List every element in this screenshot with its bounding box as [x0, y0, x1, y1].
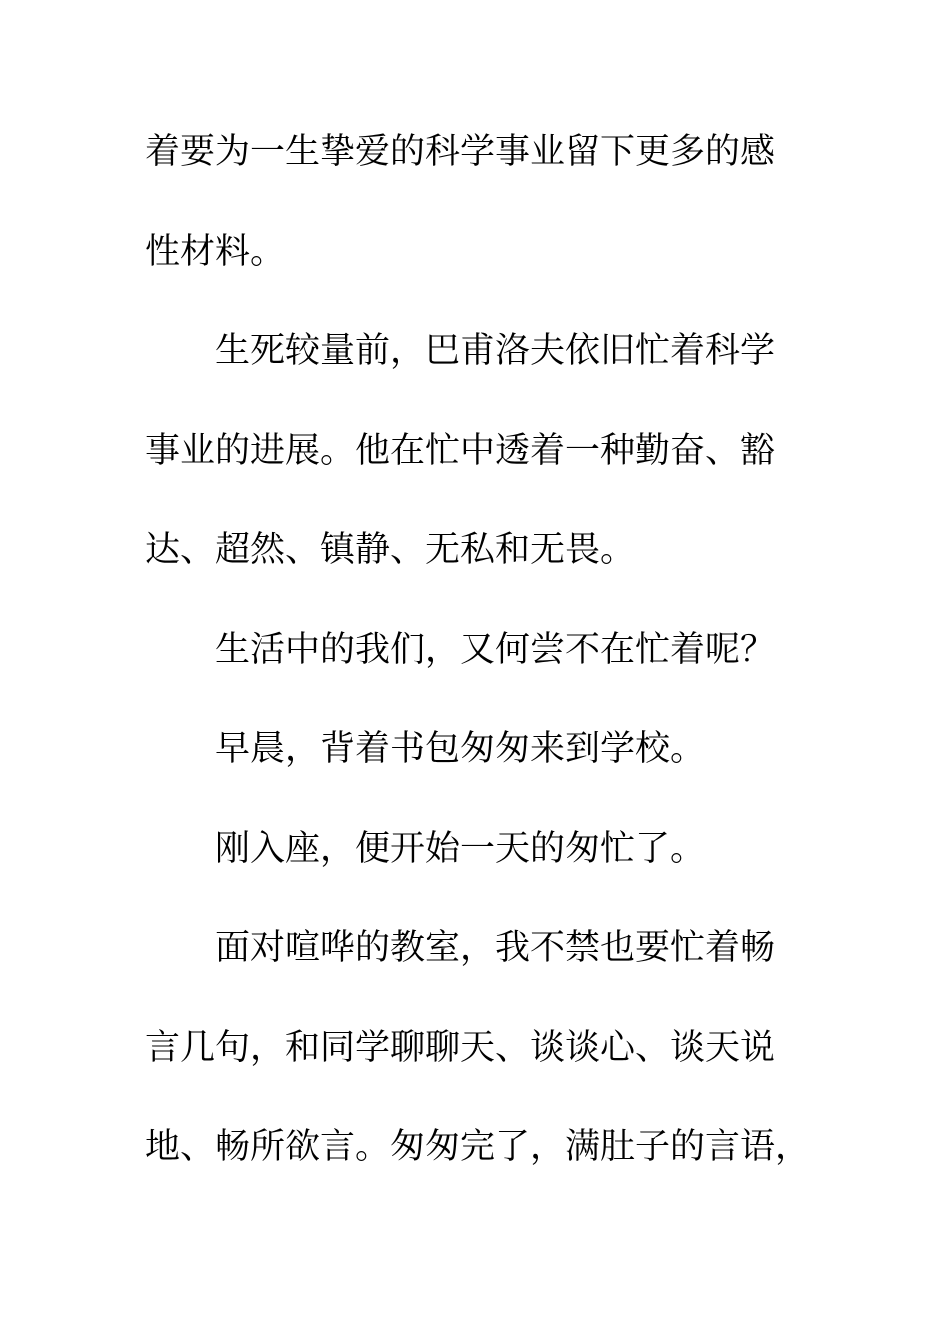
paragraph-start-line-7: 早晨，背着书包匆匆来到学校。: [215, 729, 706, 769]
text-line-2: 性材料。: [145, 232, 286, 272]
text-line-11: 地、畅所欲言。匆匆完了，满肚子的言语，: [145, 1127, 811, 1167]
paragraph-start-line-3: 生死较量前，巴甫洛夫依旧忙着科学: [215, 331, 776, 371]
text-line-10: 言几句，和同学聊聊天、谈谈心、谈天说: [145, 1028, 776, 1068]
paragraph-start-line-8: 刚入座，便开始一天的匆忙了。: [215, 829, 706, 869]
text-line-4: 事业的进展。他在忙中透着一种勤奋、豁: [145, 431, 776, 471]
paragraph-start-line-9: 面对喧哗的教室，我不禁也要忙着畅: [215, 928, 776, 968]
text-line-5: 达、超然、镇静、无私和无畏。: [145, 530, 636, 570]
text-line-1: 着要为一生挚爱的科学事业留下更多的感: [145, 132, 776, 172]
paragraph-start-line-6: 生活中的我们，又何尝不在忙着呢？: [215, 630, 776, 670]
